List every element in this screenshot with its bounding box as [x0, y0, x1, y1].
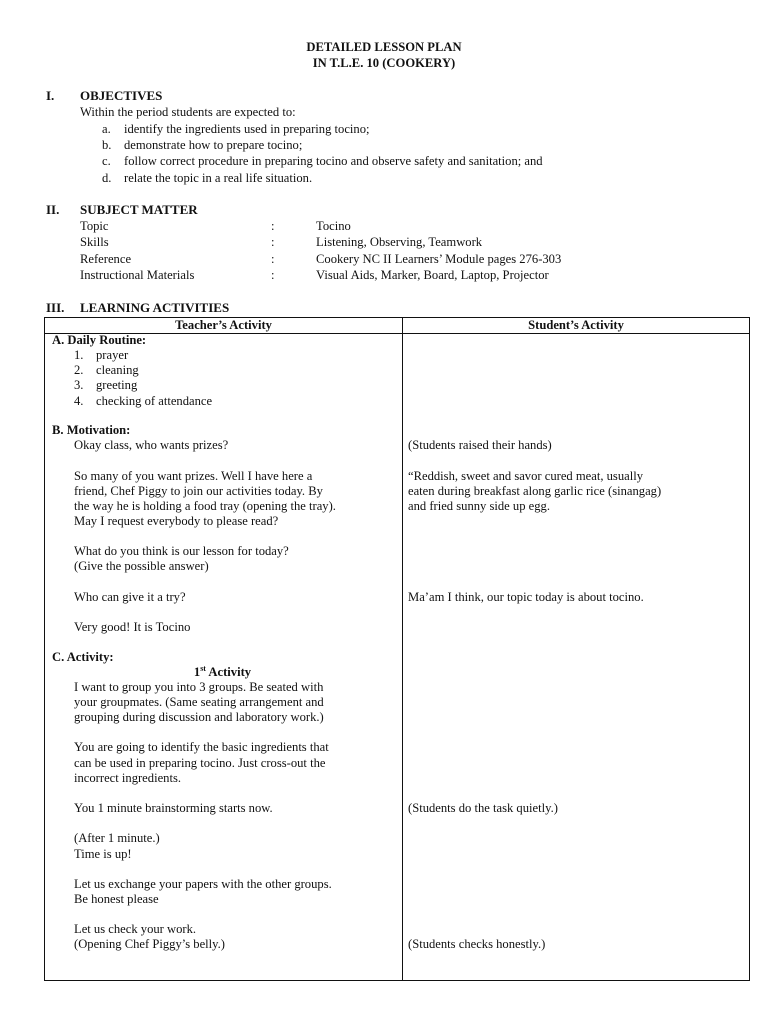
teacher-line: Time is up!	[74, 847, 132, 861]
objective-item: relate the topic in a real life situation.	[124, 171, 313, 185]
teacher-line: I want to group you into 3 groups. Be seated with	[74, 680, 324, 694]
objective-item: demonstrate how to prepare tocino;	[124, 138, 303, 152]
teacher-line: Okay class, who wants prizes?	[74, 438, 229, 452]
teacher-line: incorrect ingredients.	[74, 771, 182, 785]
student-line: eaten during breakfast along garlic rice (sinangag)	[408, 484, 662, 498]
subject-label: Instructional Materials	[80, 268, 195, 282]
routine-number: 3.	[74, 378, 84, 392]
teacher-line: your groupmates. (Same seating arrangement and	[74, 695, 324, 709]
table-column-divider	[402, 318, 403, 980]
objective-item: identify the ingredients used in preparing tocino;	[124, 122, 370, 136]
teacher-line: grouping during discussion and laboratory work.)	[74, 710, 324, 724]
teacher-line: can be used in preparing tocino. Just cross-out the	[74, 756, 326, 770]
objective-item: follow correct procedure in preparing tocino and observe safety and sanitation; and	[124, 154, 543, 168]
objective-letter: d.	[102, 171, 112, 185]
routine-item: cleaning	[96, 363, 139, 377]
section-numeral-objectives: I.	[46, 88, 55, 103]
subject-value: Cookery NC II Learners’ Module pages 276-303	[316, 252, 562, 266]
student-line: (Students do the task quietly.)	[408, 801, 558, 815]
objective-letter: b.	[102, 138, 112, 152]
subject-separator: :	[271, 268, 275, 282]
section-title-subject-matter: SUBJECT MATTER	[80, 202, 198, 217]
subject-separator: :	[271, 235, 275, 249]
teacher-line: What do you think is our lesson for today?	[74, 544, 289, 558]
routine-number: 1.	[74, 348, 84, 362]
routine-item: prayer	[96, 348, 129, 362]
section-numeral-learning-activities: III.	[46, 300, 65, 315]
student-line: and fried sunny side up egg.	[408, 499, 550, 513]
student-line: “Reddish, sweet and savor cured meat, usually	[408, 469, 644, 483]
first-activity-subheading: 1st Activity	[193, 663, 252, 679]
section-title-learning-activities: LEARNING ACTIVITIES	[80, 300, 230, 315]
teacher-line: (Give the possible answer)	[74, 559, 209, 573]
teacher-line: May I request everybody to please read?	[74, 514, 279, 528]
objective-letter: c.	[102, 154, 111, 168]
teacher-line: You are going to identify the basic ingredients that	[74, 740, 329, 754]
subject-value: Tocino	[316, 219, 351, 233]
routine-item: checking of attendance	[96, 394, 213, 408]
teacher-line: Who can give it a try?	[74, 590, 186, 604]
routine-number: 4.	[74, 394, 84, 408]
document-title: DETAILED LESSON PLAN	[306, 40, 462, 54]
student-line: (Students raised their hands)	[408, 438, 552, 452]
teacher-line: (After 1 minute.)	[74, 831, 160, 845]
motivation-heading: B. Motivation:	[52, 423, 131, 437]
activity-heading: C. Activity:	[52, 650, 114, 664]
daily-routine-heading: A. Daily Routine:	[52, 333, 147, 347]
section-title-objectives: OBJECTIVES	[80, 88, 163, 103]
teacher-line: Let us check your work.	[74, 922, 197, 936]
routine-item: greeting	[96, 378, 138, 392]
subject-label: Skills	[80, 235, 109, 249]
section-numeral-subject-matter: II.	[46, 202, 60, 217]
teacher-line: (Opening Chef Piggy’s belly.)	[74, 937, 225, 951]
objective-letter: a.	[102, 122, 111, 136]
subject-separator: :	[271, 219, 275, 233]
student-line: Ma’am I think, our topic today is about tocino.	[408, 590, 644, 604]
teacher-line: Let us exchange your papers with the other groups.	[74, 877, 332, 891]
teacher-line: friend, Chef Piggy to join our activities today. By	[74, 484, 323, 498]
subject-label: Reference	[80, 252, 132, 266]
table-header-divider	[45, 333, 749, 334]
column-header-teacher: Teacher’s Activity	[175, 318, 272, 332]
subject-separator: :	[271, 252, 275, 266]
column-header-student: Student’s Activity	[528, 318, 624, 332]
teacher-line: So many of you want prizes. Well I have here a	[74, 469, 313, 483]
teacher-line: Very good! It is Tocino	[74, 620, 191, 634]
teacher-line: You 1 minute brainstorming starts now.	[74, 801, 273, 815]
routine-number: 2.	[74, 363, 84, 377]
document-subtitle: IN T.L.E. 10 (COOKERY)	[312, 56, 456, 70]
teacher-line: the way he is holding a food tray (opening the tray).	[74, 499, 336, 513]
subject-value: Listening, Observing, Teamwork	[316, 235, 483, 249]
objectives-intro: Within the period students are expected to:	[80, 105, 296, 119]
student-line: (Students checks honestly.)	[408, 937, 546, 951]
subject-label: Topic	[80, 219, 109, 233]
subject-value: Visual Aids, Marker, Board, Laptop, Projector	[316, 268, 549, 282]
teacher-line: Be honest please	[74, 892, 159, 906]
